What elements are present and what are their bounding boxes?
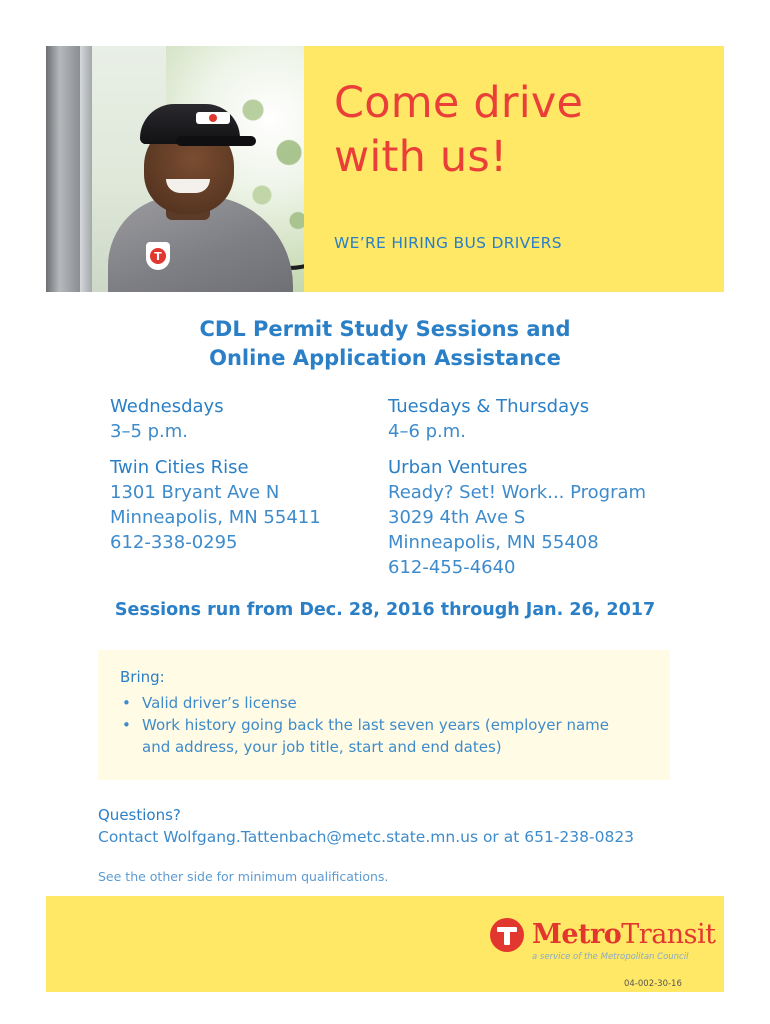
session-time: 3–5 p.m.: [110, 421, 189, 442]
logo-tagline: a service of the Metropolitan Council: [532, 952, 689, 962]
photo-cap-visor: [176, 136, 256, 146]
sessions-title-line-1: CDL Permit Study Sessions and: [199, 317, 571, 341]
bring-item-work-history: • Work history going back the last seven years (employer name and address, your job title, start and end dates): [120, 714, 640, 758]
headline: [334, 76, 714, 184]
other-side-note: See the other side for minimum qualifications.: [98, 869, 389, 884]
logo-wordmark-metro: Metro: [532, 919, 622, 950]
session-location-twin-cities-rise: [110, 394, 370, 555]
venue-name: Twin Cities Rise: [110, 457, 249, 478]
headline-line-1: Come drive: [334, 78, 584, 128]
photo-bus-door-frame: [46, 46, 80, 292]
shoulder-patch-icon: T: [146, 242, 170, 270]
headline-line-2: with us!: [334, 132, 508, 182]
venue-address-line-1: 1301 Bryant Ave N: [110, 482, 280, 503]
session-location-urban-ventures: [388, 394, 718, 580]
metro-transit-logo: [490, 918, 722, 966]
venue-phone: 612-338-0295: [110, 532, 238, 553]
bring-list: [120, 692, 640, 758]
sessions-date-range: Sessions run from Dec. 28, 2016 through Jan. 26, 2017: [114, 600, 656, 620]
questions-contact: Contact Wolfgang.Tattenbach@metc.state.mn.us or at 651-238-0823: [98, 828, 635, 846]
cap-logo-icon: [196, 112, 230, 124]
venue-name: Urban Ventures: [388, 457, 528, 478]
hiring-subhead: WE’RE HIRING BUS DRIVERS: [334, 234, 562, 252]
photo-bus-door-edge: [80, 46, 92, 292]
bring-item-license: • Valid driver’s license: [120, 692, 640, 714]
session-time: 4–6 p.m.: [388, 421, 467, 442]
questions-label: Questions?: [98, 806, 181, 824]
sessions-title: [46, 315, 724, 373]
venue-program: Ready? Set! Work... Program: [388, 482, 647, 503]
logo-wordmark: [532, 919, 716, 951]
venue-address-line-1: 3029 4th Ave S: [388, 507, 526, 528]
venue-phone: 612-455-4640: [388, 557, 516, 578]
venue-address-line-2: Minneapolis, MN 55408: [388, 532, 599, 553]
bring-title: Bring:: [120, 668, 165, 686]
logo-wordmark-transit: Transit: [621, 919, 716, 950]
metro-transit-t-logo-icon: [490, 918, 524, 952]
document-code: 04-002-30-16: [624, 979, 682, 989]
session-days: Wednesdays: [110, 396, 224, 417]
hero-photo-bus-driver: [46, 46, 304, 292]
sessions-title-line-2: Online Application Assistance: [209, 346, 561, 370]
bring-box: [98, 650, 670, 780]
session-days: Tuesdays & Thursdays: [388, 396, 590, 417]
footer-banner: [46, 896, 724, 992]
hero-banner: [304, 46, 724, 292]
venue-address-line-2: Minneapolis, MN 55411: [110, 507, 321, 528]
